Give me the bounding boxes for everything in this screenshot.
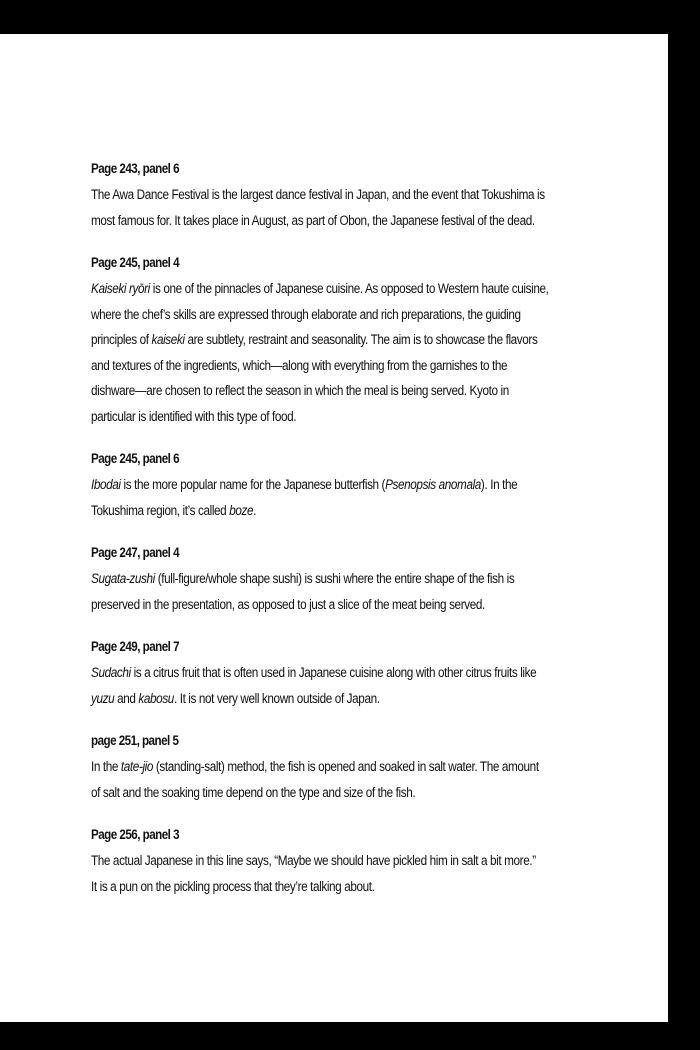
note-line [91, 759, 539, 774]
note-line [91, 332, 537, 347]
text-segment: are subtlety, restraint and seasonality. The aim is to showcase the flavors [184, 332, 538, 347]
note-line [91, 571, 514, 586]
note-line [91, 597, 485, 612]
text-segment: (standing-salt) method, the fish is opened and soaked in salt water. The amount [153, 759, 539, 774]
note-line [91, 477, 517, 492]
note-line [91, 853, 536, 868]
text-segment: (full-figure/whole shape sushi) is sushi where the entire shape of the fish is [154, 571, 515, 586]
note-body [91, 848, 578, 899]
text-segment: . [253, 502, 256, 518]
note-body [91, 754, 578, 805]
translation-note [91, 449, 631, 523]
note-line [91, 213, 535, 228]
translation-note [91, 159, 631, 233]
text-segment: The Awa Dance Festival is the largest dance festival in Japan, and the event that Tokushima is [91, 187, 545, 202]
note-line [91, 409, 296, 424]
italic-term: Psenopsis anomala [385, 477, 481, 492]
text-segment: principles of [91, 332, 152, 347]
italic-term: kabosu [138, 690, 174, 706]
note-heading: Page 247, panel 4 [91, 545, 180, 560]
note-line [91, 187, 545, 202]
note-line [91, 879, 375, 894]
translation-note [91, 731, 631, 805]
note-line [91, 281, 548, 296]
text-segment: where the chef’s skills are expressed through elaborate and rich preparations, the guiding [91, 306, 521, 322]
translation-notes [91, 159, 631, 919]
book-page [0, 34, 668, 1022]
note-line [91, 358, 507, 373]
text-segment: ). In the [480, 477, 518, 492]
translation-note [91, 637, 631, 711]
translation-note [91, 253, 631, 429]
note-heading: Page 245, panel 4 [91, 255, 180, 270]
text-segment: dishware—are chosen to reflect the season in which the meal is being served. Kyoto in [91, 383, 509, 398]
text-segment: of salt and the soaking time depend on the type and size of the fish. [91, 784, 416, 800]
italic-term: Sudachi [91, 665, 131, 680]
note-line [91, 691, 380, 706]
text-segment: preserved in the presentation, as opposed to just a slice of the meat being served. [91, 596, 485, 612]
italic-term: Kaiseki ryōri [91, 281, 150, 296]
italic-term: yuzu [91, 690, 115, 706]
text-segment: most famous for. It takes place in August, as part of Obon, the Japanese festival of the dead. [91, 212, 535, 228]
note-line [91, 307, 521, 322]
note-heading: Page 245, panel 6 [91, 451, 180, 466]
text-segment: Tokushima region, it’s called [91, 502, 230, 518]
note-body [91, 276, 578, 429]
text-segment: . It is not very well known outside of Japan. [173, 690, 380, 706]
italic-term: Sugata-zushi [91, 571, 155, 586]
italic-term: kaiseki [151, 332, 185, 347]
text-segment: and textures of the ingredients, which—along with everything from the garnishes to the [91, 357, 508, 373]
translation-note [91, 825, 631, 899]
note-heading: Page 256, panel 3 [91, 827, 180, 842]
text-segment: In the [91, 759, 121, 774]
italic-term: Ibodai [91, 477, 121, 492]
note-body [91, 660, 578, 711]
text-segment: The actual Japanese in this line says, “Maybe we should have pickled him in salt a bit more.” [91, 853, 536, 868]
note-line [91, 383, 509, 398]
text-segment: It is a pun on the pickling process that they’re talking about. [91, 878, 375, 894]
italic-term: tate-jio [120, 759, 154, 774]
note-heading: Page 249, panel 7 [91, 639, 180, 654]
note-line [91, 503, 256, 518]
note-line [91, 665, 536, 680]
note-body [91, 566, 578, 617]
text-segment: is a citrus fruit that is often used in Japanese cuisine along with other citrus fruits like [130, 665, 537, 680]
text-segment: is the more popular name for the Japanese butterfish ( [120, 477, 386, 492]
translation-note [91, 543, 631, 617]
note-body [91, 182, 578, 233]
italic-term: boze [229, 502, 254, 518]
text-segment: and [114, 690, 139, 706]
note-line [91, 785, 415, 800]
note-body [91, 472, 578, 523]
text-segment: is one of the pinnacles of Japanese cuisine. As opposed to Western haute cuisine, [149, 281, 549, 296]
note-heading: Page 243, panel 6 [91, 161, 180, 176]
text-segment: particular is identified with this type of food. [91, 408, 297, 424]
note-heading: page 251, panel 5 [91, 733, 179, 748]
